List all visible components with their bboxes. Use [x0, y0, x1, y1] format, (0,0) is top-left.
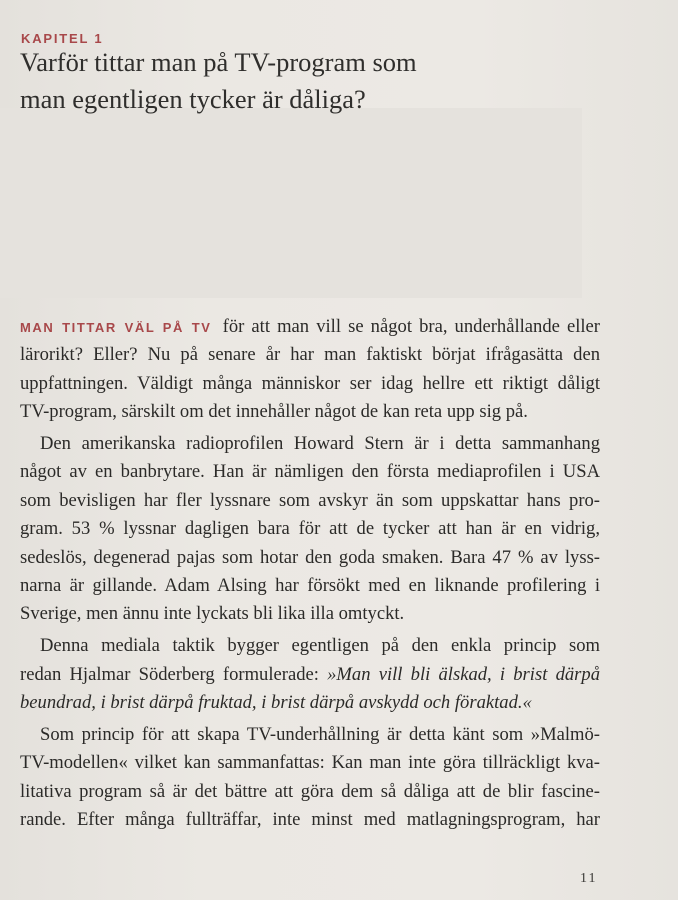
text-line: litativa program så är det bättre att göra dem så dåliga att de blir fascine- — [20, 780, 600, 802]
text-line: TV-program, särskilt om det innehåller något de kan reta upp sig på. — [20, 401, 528, 423]
chapter-title — [20, 44, 540, 118]
text-line: något av en banbrytare. Han är nämligen den första mediaprofilen i USA — [20, 461, 600, 483]
text-segment: redan Hjalmar Söderberg formulerade: — [20, 663, 328, 685]
quote-text: »Man vill bli älskad, i brist därpå — [327, 663, 600, 685]
text-line: Som princip för att skapa TV-underhållning är detta känt som »Malmö- — [40, 723, 600, 745]
paragraph-3 — [20, 632, 600, 717]
chapter-label: KAPITEL 1 — [21, 31, 104, 46]
chapter-title-line: man egentligen tycker är dåliga? — [20, 84, 366, 114]
paragraph-2 — [20, 430, 600, 629]
chapter-title-line: Varför tittar man på TV-program som — [20, 47, 417, 77]
text-line: uppfattningen. Väldigt många människor ser idag hellre ett riktigt dåligt — [20, 372, 600, 394]
text-line: sedeslös, degenerad pajas som hotar den goda smaken. Bara 47 % av lyss- — [20, 546, 600, 568]
text-line: Denna mediala taktik bygger egentligen på den enkla princip som — [40, 635, 600, 657]
text-line — [20, 313, 600, 341]
text-line: lärorikt? Eller? Nu på senare år har man faktiskt börjat ifrågasätta den — [20, 344, 600, 366]
paragraph-1 — [20, 313, 600, 427]
text-segment: för att man vill se något bra, underhållande eller — [222, 316, 601, 337]
quote-text: beundrad, i brist därpå fruktad, i brist därpå avskydd och föraktad.« — [20, 692, 532, 714]
text-line: Den amerikanska radioprofilen Howard Stern är i detta sammanhang — [40, 433, 600, 455]
blank-chapter-space — [0, 108, 582, 298]
text-line: narna är gillande. Adam Alsing har försökt med en liknande profilering i — [20, 575, 600, 597]
text-line: gram. 53 % lyssnar dagligen bara för att de tycker att han är en vidrig, — [20, 518, 600, 540]
page-number: 11 — [580, 871, 598, 886]
paragraph-4 — [20, 721, 600, 835]
body-text — [20, 313, 600, 835]
paragraph-lead-in: MAN TITTAR VÄL PÅ TV — [20, 320, 212, 335]
text-line: Sverige, men ännu inte lyckats bli lika illa omtyckt. — [20, 603, 405, 625]
text-line: TV-modellen« vilket kan sammanfattas: Kan man inte göra tillräckligt kva- — [20, 752, 600, 774]
text-line: som bevisligen har fler lyssnare som avskyr än som uppskattar hans pro- — [20, 489, 600, 511]
text-line — [20, 689, 600, 717]
text-line — [20, 661, 600, 689]
text-line: rande. Efter många fullträffar, inte minst med matlagningsprogram, har — [20, 809, 600, 831]
